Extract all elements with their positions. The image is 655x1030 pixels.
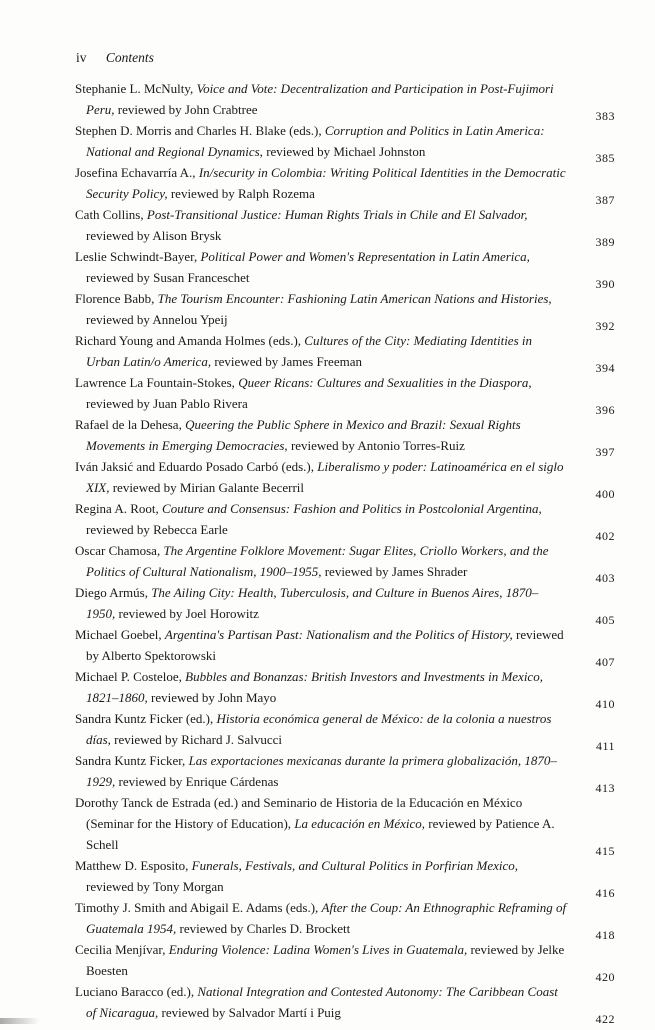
entry-book-title: Post-Transitional Justice: Human Rights Trials in Chile and El Salvador, <box>146 207 528 222</box>
entry-reviewer: reviewed by Ralph Rozema <box>167 186 315 201</box>
entry-reviewer: reviewed by Salvador Martí i Puig <box>158 1005 341 1020</box>
entry-page-number: 389 <box>595 235 615 249</box>
toc-entry <box>75 456 615 501</box>
entry-page-number: 394 <box>595 361 615 375</box>
toc-entry <box>75 78 615 123</box>
entry-reviewer: reviewed by Annelou Ypeij <box>86 312 228 327</box>
entry-author: Cecilia Menjívar, <box>75 942 169 957</box>
toc-entry <box>75 897 615 942</box>
entry-reviewer: reviewed by Joel Horowitz <box>115 606 259 621</box>
entry-author: Rafael de la Dehesa, <box>75 417 186 432</box>
entry-book-title: La educación en México, <box>294 816 425 831</box>
entry-book-title: Funerals, Festivals, and Cultural Politics in Porfirian Mexico, <box>191 858 519 873</box>
entry-page-number: 385 <box>595 151 615 165</box>
entry-page-number: 396 <box>595 403 615 417</box>
entry-reviewer: reviewed by Mirian Galante Becerril <box>109 480 305 495</box>
entry-author: Luciano Baracco (ed.), <box>75 984 198 999</box>
entry-author: Oscar Chamosa, <box>75 543 164 558</box>
toc-entry <box>75 162 615 207</box>
entry-reviewer: reviewed by Jelke Boesten <box>86 942 565 978</box>
entry-page-number: 418 <box>595 928 615 942</box>
toc-entry <box>75 582 615 627</box>
entry-page-number: 405 <box>595 613 615 627</box>
entry-page-number: 400 <box>595 487 615 501</box>
entry-book-title: Couture and Consensus: Fashion and Politics in Postcolonial Argentina, <box>162 501 542 516</box>
entry-page-number: 415 <box>595 844 615 858</box>
entry-author: Stephen D. Morris and Charles H. Blake (eds.), <box>75 123 325 138</box>
entry-author: Sandra Kuntz Ficker (ed.), <box>75 711 217 726</box>
entry-book-title: After the Coup: An Ethnographic Reframing of Guatemala 1954, <box>86 900 567 936</box>
entry-book-title: Bubbles and Bonanzas: British Investors and Investments in Mexico, 1821–1860, <box>86 669 543 705</box>
entry-reviewer: reviewed by Michael Johnston <box>262 144 426 159</box>
toc-entry <box>75 666 615 711</box>
toc-entry <box>75 120 615 165</box>
entry-author: Lawrence La Fountain-Stokes, <box>75 375 239 390</box>
entry-page-number: 413 <box>595 781 615 795</box>
entry-book-title: Political Power and Women's Representation in Latin America, <box>200 249 530 264</box>
toc-entry <box>75 540 615 585</box>
entry-book-title: The Argentine Folklore Movement: Sugar Elites, Criollo Workers, and the Politics of Cultural Nationalism, 1900–1955, <box>86 543 549 579</box>
toc-entry <box>75 246 615 291</box>
entry-reviewer: reviewed by Patience A. Schell <box>86 816 555 852</box>
entry-page-number: 420 <box>595 970 615 984</box>
entry-book-title: Enduring Violence: Ladina Women's Lives in Guatemala, <box>168 942 468 957</box>
entry-page-number: 392 <box>595 319 615 333</box>
toc-entry <box>75 855 615 900</box>
entry-page-number: 387 <box>595 193 615 207</box>
contents-list <box>75 78 615 1026</box>
entry-author: Josefina Echavarría A., <box>75 165 199 180</box>
toc-entry <box>75 624 615 669</box>
entry-reviewer: reviewed by Charles D. Brockett <box>176 921 351 936</box>
entry-page-number: 407 <box>595 655 615 669</box>
entry-reviewer: reviewed by Alberto Spektorowski <box>86 627 564 663</box>
entry-reviewer: reviewed by Susan Franceschet <box>86 270 250 285</box>
toc-entry <box>75 498 615 543</box>
entry-page-number: 403 <box>595 571 615 585</box>
entry-page-number: 390 <box>595 277 615 291</box>
entry-reviewer: reviewed by Richard J. Salvucci <box>110 732 283 747</box>
page-folio: iv <box>76 50 87 65</box>
entry-book-title: Cultures of the City: Mediating Identities in Urban Latin/o America, <box>86 333 532 369</box>
toc-entry <box>75 939 615 984</box>
entry-book-title: Corruption and Politics in Latin America: National and Regional Dynamics, <box>86 123 545 159</box>
entry-page-number: 397 <box>595 445 615 459</box>
entry-author: Regina A. Root, <box>75 501 163 516</box>
entry-book-title: Liberalismo y poder: Latinoamérica en el siglo XIX, <box>86 459 564 495</box>
entry-reviewer: reviewed by Enrique Cárdenas <box>115 774 279 789</box>
entry-book-title: Voice and Vote: Decentralization and Participation in Post-Fujimori Peru, <box>86 81 554 117</box>
entry-reviewer: reviewed by Alison Brysk <box>86 228 222 243</box>
entry-page-number: 410 <box>595 697 615 711</box>
entry-book-title: The Ailing City: Health, Tuberculosis, and Culture in Buenos Aires, 1870–1950, <box>86 585 539 621</box>
entry-reviewer: reviewed by James Freeman <box>211 354 362 369</box>
entry-page-number: 416 <box>595 886 615 900</box>
running-header <box>76 50 154 66</box>
entry-book-title: National Integration and Contested Autonomy: The Caribbean Coast of Nicaragua, <box>86 984 558 1020</box>
entry-author: Michael P. Costeloe, <box>75 669 186 684</box>
toc-entry <box>75 288 615 333</box>
entry-reviewer: reviewed by Tony Morgan <box>86 879 224 894</box>
entry-book-title: The Tourism Encounter: Fashioning Latin American Nations and Histories, <box>157 291 552 306</box>
entry-reviewer: reviewed by John Crabtree <box>114 102 258 117</box>
entry-author: Stephanie L. McNulty, <box>75 81 197 96</box>
entry-book-title: Queering the Public Sphere in Mexico and Brazil: Sexual Rights Movements in Emerging Democracies, <box>86 417 521 453</box>
entry-author: Timothy J. Smith and Abigail E. Adams (eds.), <box>75 900 322 915</box>
entry-page-number: 422 <box>595 1012 615 1026</box>
entry-page-number: 402 <box>595 529 615 543</box>
running-title: Contents <box>105 50 154 65</box>
entry-author: Diego Armús, <box>75 585 152 600</box>
entry-reviewer: reviewed by James Shrader <box>321 564 468 579</box>
entry-author: Sandra Kuntz Ficker, <box>75 753 189 768</box>
toc-entry <box>75 330 615 375</box>
entry-author: Richard Young and Amanda Holmes (eds.), <box>75 333 305 348</box>
entry-author: Iván Jaksić and Eduardo Posado Carbó (eds.), <box>75 459 318 474</box>
toc-entry <box>75 414 615 459</box>
entry-author: Dorothy Tanck de Estrada (ed.) and Seminario de Historia de la Educación en México (Seminar for the History of Education), <box>75 795 523 831</box>
entry-author: Florence Babb, <box>75 291 158 306</box>
entry-book-title: Argentina's Partisan Past: Nationalism and the Politics of History, <box>164 627 513 642</box>
toc-entry <box>75 708 615 753</box>
entry-reviewer: reviewed by John Mayo <box>147 690 277 705</box>
entry-author: Matthew D. Esposito, <box>75 858 192 873</box>
toc-entry <box>75 372 615 417</box>
entry-book-title: Las exportaciones mexicanas durante la primera globalización, 1870–1929, <box>86 753 557 789</box>
entry-reviewer: reviewed by Rebecca Earle <box>86 522 228 537</box>
toc-entry <box>75 204 615 249</box>
entry-author: Michael Goebel, <box>75 627 165 642</box>
entry-book-title: In/security in Colombia: Writing Political Identities in the Democratic Security Policy, <box>86 165 566 201</box>
toc-entry <box>75 981 615 1026</box>
entry-page-number: 411 <box>595 739 615 753</box>
entry-author: Leslie Schwindt-Bayer, <box>75 249 201 264</box>
entry-reviewer: reviewed by Antonio Torres-Ruiz <box>287 438 465 453</box>
entry-page-number: 383 <box>595 109 615 123</box>
scan-artifact <box>0 1018 40 1024</box>
entry-book-title: Historia económica general de México: de la colonia a nuestros días, <box>86 711 552 747</box>
entry-reviewer: reviewed by Juan Pablo Rivera <box>86 396 248 411</box>
entry-book-title: Queer Ricans: Cultures and Sexualities in the Diaspora, <box>238 375 532 390</box>
entry-author: Cath Collins, <box>75 207 147 222</box>
toc-entry <box>75 792 615 858</box>
toc-entry <box>75 750 615 795</box>
